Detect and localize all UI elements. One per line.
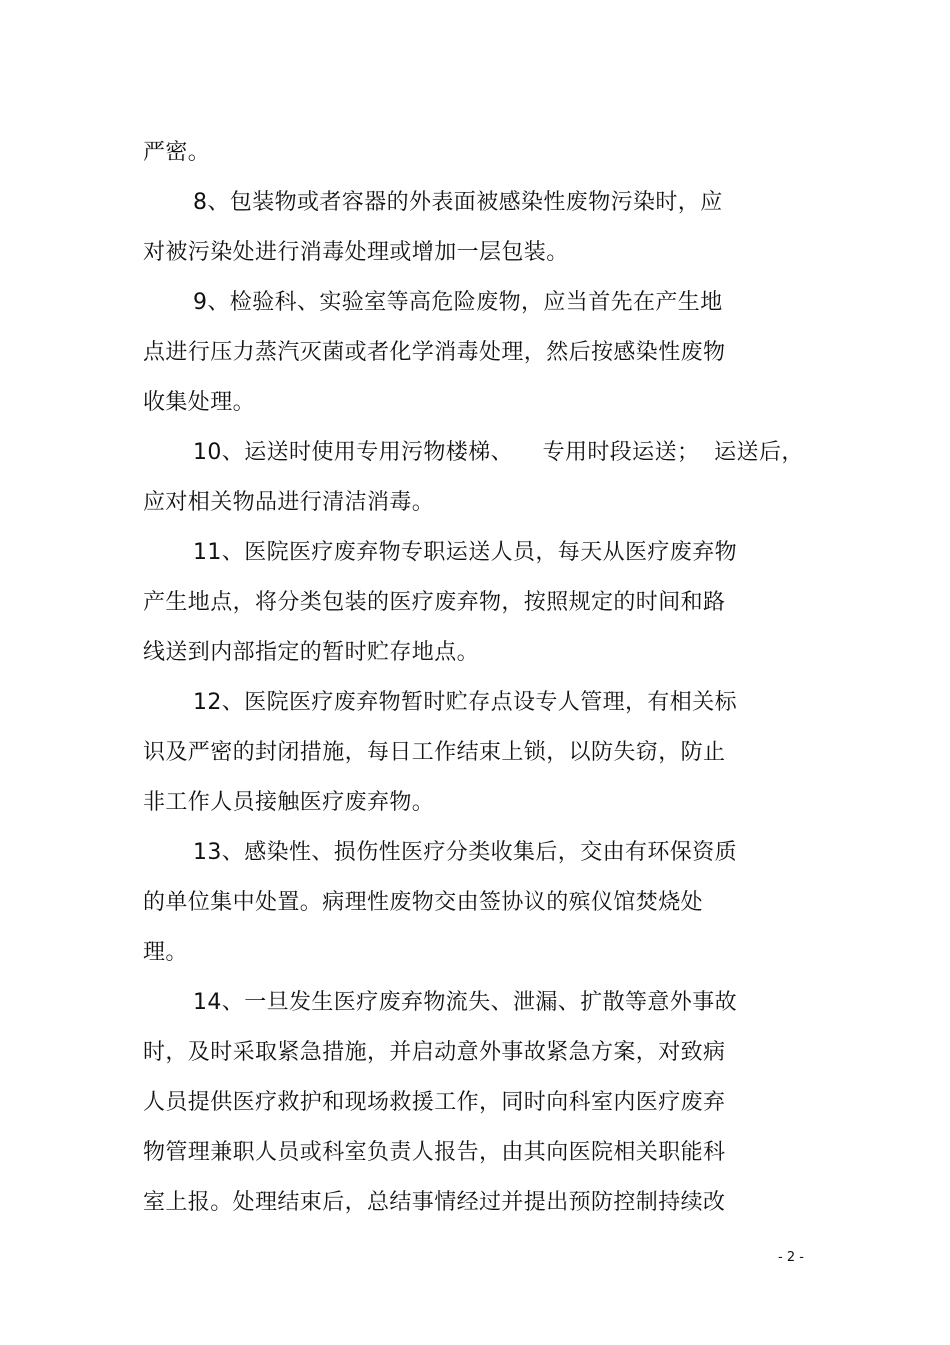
list-item-14-line-1: 14、一旦发生医疗废弃物流失、泄漏、扩散等意外事故 xyxy=(193,990,737,1015)
list-item-12-line-1: 12、医院医疗废弃物暂时贮存点设专人管理，有相关标 xyxy=(193,690,737,715)
list-item-9-line-2: 点进行压力蒸汽灭菌或者化学消毒处理，然后按感染性废物 xyxy=(143,340,726,365)
page-number: - 2 - xyxy=(778,1250,804,1265)
list-item-9-line-1: 9、检验科、实验室等高危险废物，应当首先在产生地 xyxy=(193,290,723,315)
list-item-10-line-2: 应对相关物品进行清洁消毒。 xyxy=(143,490,435,515)
list-item-11-line-3: 线送到内部指定的暂时贮存地点。 xyxy=(143,640,480,665)
list-item-13-line-2: 的单位集中处置。病理性废物交由签协议的殡仪馆焚烧处 xyxy=(143,890,704,915)
list-item-13-line-3: 理。 xyxy=(143,940,188,965)
list-item-8-line-1: 8、包装物或者容器的外表面被感染性废物污染时，应 xyxy=(193,190,723,215)
list-item-14-line-3: 人员提供医疗救护和现场救援工作，同时向科室内医疗废弃 xyxy=(143,1090,726,1115)
list-item-8-line-2: 对被污染处进行消毒处理或增加一层包装。 xyxy=(143,240,569,265)
list-item-9-line-3: 收集处理。 xyxy=(143,390,256,415)
list-item-14-line-4: 物管理兼职人员或科室负责人报告，由其向医院相关职能科 xyxy=(143,1140,726,1165)
list-item-11-line-1: 11、医院医疗废弃物专职运送人员，每天从医疗废弃物 xyxy=(193,540,737,565)
text-line: 严密。 xyxy=(143,140,211,165)
list-item-14-line-2: 时，及时采取紧急措施，并启动意外事故紧急方案，对致病 xyxy=(143,1040,726,1065)
list-item-12-line-2: 识及严密的封闭措施，每日工作结束上锁，以防失窃，防止 xyxy=(143,740,726,765)
list-item-10-line-1: 10、运送时使用专用污物楼梯、 专用时段运送； 运送后， xyxy=(193,440,804,465)
list-item-11-line-2: 产生地点，将分类包装的医疗废弃物，按照规定的时间和路 xyxy=(143,590,726,615)
list-item-14-line-5: 室上报。处理结束后，总结事情经过并提出预防控制持续改 xyxy=(143,1190,726,1215)
list-item-12-line-3: 非工作人员接触医疗废弃物。 xyxy=(143,790,435,815)
list-item-13-line-1: 13、感染性、损伤性医疗分类收集后，交由有环保资质 xyxy=(193,840,737,865)
